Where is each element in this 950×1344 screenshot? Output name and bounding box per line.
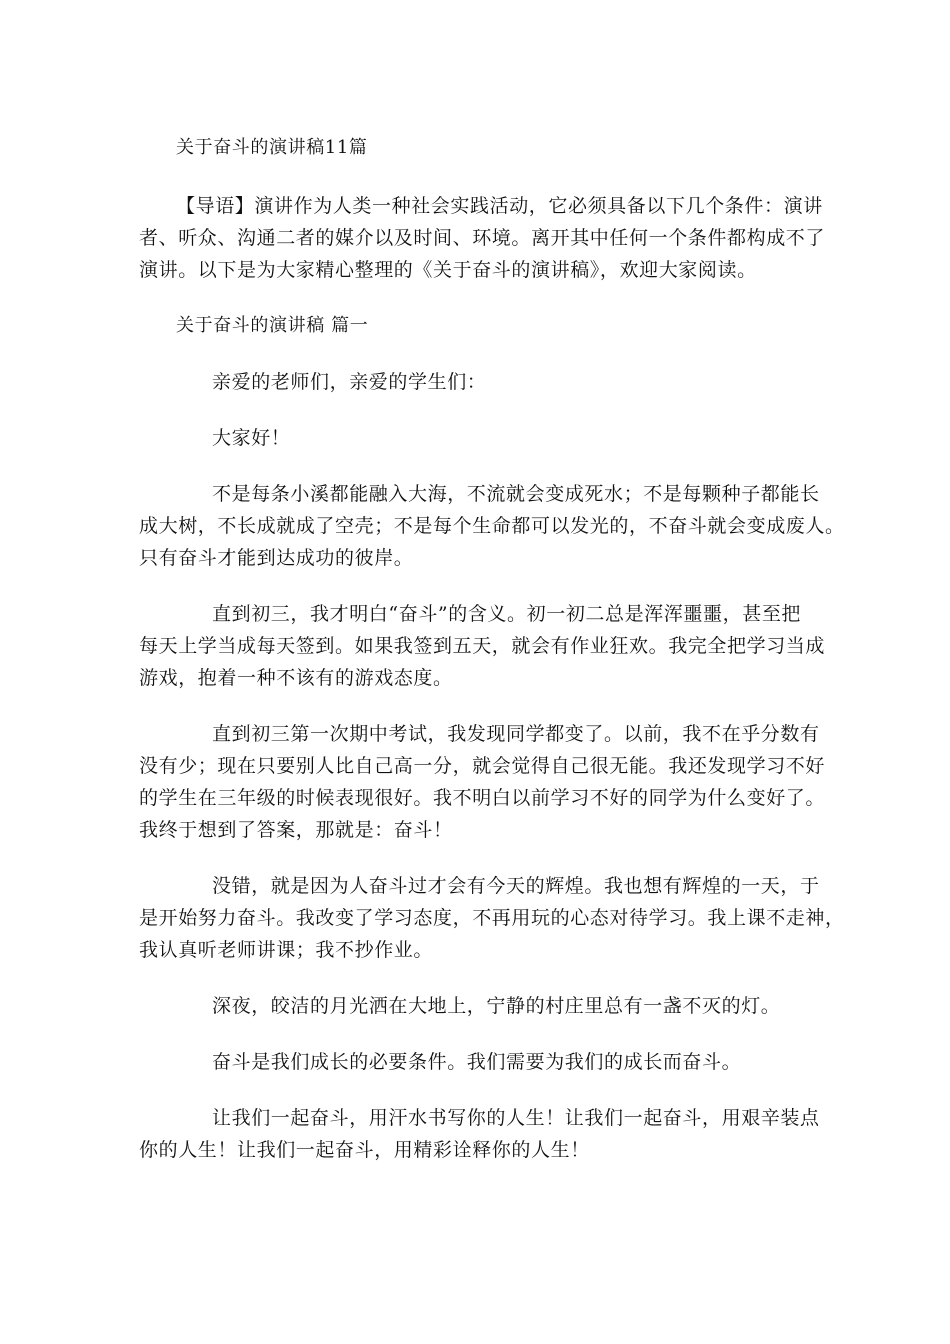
paragraph-line: 直到初三，我才明白“奋斗”的含义。初一初二总是浑浑噩噩，甚至把: [212, 603, 802, 625]
intro-line: 演讲。以下是为大家精心整理的《关于奋斗的演讲稿》，欢迎大家阅读。: [139, 259, 757, 281]
paragraph-line: 深夜，皎洁的月光洒在大地上，宁静的村庄里总有一盏不灭的灯。: [212, 995, 781, 1017]
paragraph-line: 的学生在三年级的时候表现很好。我不明白以前学习不好的同学为什么变好了。: [139, 787, 826, 809]
intro-line: 【导语】演讲作为人类一种社会实践活动，它必须具备以下几个条件：演讲: [176, 195, 823, 217]
paragraph-line: 游戏，抱着一种不该有的游戏态度。: [139, 667, 453, 689]
paragraph-line: 直到初三第一次期中考试，我发现同学都变了。以前，我不在乎分数有: [212, 723, 820, 745]
greeting: 大家好！: [212, 427, 291, 449]
paragraph-line: 你的人生！让我们一起奋斗，用精彩诠释你的人生！: [139, 1139, 590, 1161]
paragraph-line: 奋斗是我们成长的必要条件。我们需要为我们的成长而奋斗。: [212, 1051, 742, 1073]
paragraph-line: 是开始努力奋斗。我改变了学习态度，不再用玩的心态对待学习。我上课不走神，: [139, 907, 845, 929]
paragraph-line: 没有少；现在只要别人比自己高一分，就会觉得自己很无能。我还发现学习不好: [139, 755, 826, 777]
paragraph-line: 没错，就是因为人奋斗过才会有今天的辉煌。我也想有辉煌的一天，于: [212, 875, 820, 897]
paragraph-line: 只有奋斗才能到达成功的彼岸。: [139, 547, 414, 569]
document-title: 关于奋斗的演讲稿11篇: [176, 137, 368, 158]
paragraph-line: 我终于想到了答案，那就是：奋斗！: [139, 819, 453, 841]
salutation: 亲爱的老师们，亲爱的学生们：: [212, 371, 487, 393]
paragraph-line: 让我们一起奋斗，用汗水书写你的人生！让我们一起奋斗，用艰辛装点: [212, 1107, 820, 1129]
paragraph-line: 不是每条小溪都能融入大海，不流就会变成死水；不是每颗种子都能长: [212, 483, 820, 505]
paragraph-line: 我认真听老师讲课；我不抄作业。: [139, 939, 434, 961]
paragraph-line: 成大树，不长成就成了空壳；不是每个生命都可以发光的，不奋斗就会变成废人。: [139, 515, 845, 537]
intro-line: 者、听众、沟通二者的媒介以及时间、环境。离开其中任何一个条件都构成不了: [139, 227, 826, 249]
section-heading: 关于奋斗的演讲稿 篇一: [176, 315, 369, 336]
paragraph-line: 每天上学当成每天签到。如果我签到五天，就会有作业狂欢。我完全把学习当成: [139, 635, 826, 657]
